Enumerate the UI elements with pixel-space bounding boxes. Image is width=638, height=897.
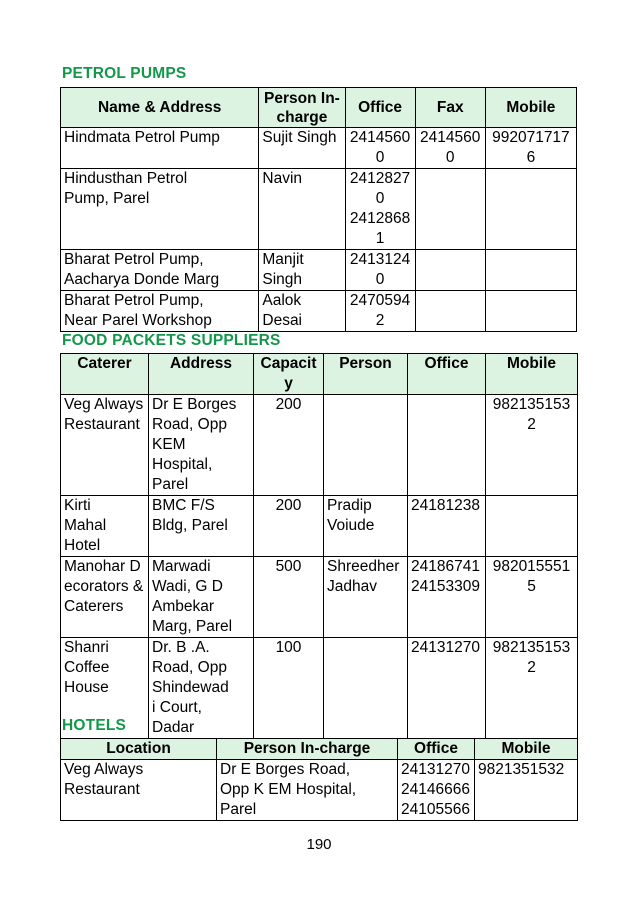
cell-office: 24705942 — [345, 291, 415, 332]
cell-office — [408, 557, 486, 638]
col-header-capacity-text: Capacity — [260, 355, 317, 392]
table-row — [61, 169, 577, 250]
hotels-table — [60, 738, 578, 821]
col-header-office: Office — [398, 739, 475, 760]
cell-address — [149, 638, 254, 739]
cell-person-text: Pradip Voiude — [327, 497, 375, 534]
cell-mobile: 9821351532 — [475, 760, 578, 821]
cell-mobile: 9820155515 — [486, 557, 578, 638]
cell-mobile — [485, 291, 576, 332]
office-number: 24186741 — [411, 558, 480, 575]
petrol-header-row — [61, 88, 577, 128]
cell-address — [149, 496, 254, 557]
cell-fax: 24145600 — [415, 128, 485, 169]
cell-office — [345, 169, 415, 250]
cell-office — [398, 760, 475, 821]
cell-mobile — [485, 250, 576, 291]
cell-address-text: Dr. B .A. Road, Opp Shindewadi Court, Dadar — [152, 639, 229, 736]
cell-office: 24131270 — [408, 638, 486, 739]
col-header-office: Office — [345, 88, 415, 128]
col-header-caterer: Caterer — [61, 354, 149, 395]
cell-office: 24131240 — [345, 250, 415, 291]
office-number: 24153309 — [411, 578, 480, 595]
cell-capacity: 200 — [254, 496, 324, 557]
page-number: 190 — [306, 836, 332, 853]
cell-person-text: Manjit Singh — [262, 251, 304, 288]
cell-person — [324, 638, 408, 739]
cell-name-text: Bharat Petrol Pump, Near Parel Workshop — [64, 292, 212, 329]
cell-mobile: 9821351532 — [486, 395, 578, 496]
cell-mobile: 9821351532 — [486, 638, 578, 739]
col-header-person: Person In-charge — [217, 739, 398, 760]
col-header-name-address: Name & Address — [61, 88, 259, 128]
cell-person: Navin — [259, 169, 345, 250]
table-row — [61, 250, 577, 291]
food-table — [60, 353, 578, 739]
cell-person — [324, 395, 408, 496]
cell-person: Shreedher Jadhav — [324, 557, 408, 638]
cell-name-text: Bharat Petrol Pump, Aacharya Donde Marg — [64, 251, 220, 288]
cell-person: Sujit Singh — [259, 128, 345, 169]
cell-capacity: 500 — [254, 557, 324, 638]
cell-person-text: Dr E Borges Road, Opp K EM Hospital, Parel — [220, 761, 357, 818]
table-row — [61, 291, 577, 332]
cell-name — [61, 169, 259, 250]
col-header-address: Address — [149, 354, 254, 395]
hotels-section-title: HOTELS — [62, 717, 127, 734]
office-number: 24128270 — [349, 170, 411, 207]
cell-office — [408, 395, 486, 496]
cell-mobile — [486, 496, 578, 557]
cell-location — [61, 760, 217, 821]
cell-name: Hindmata Petrol Pump — [61, 128, 259, 169]
cell-address — [149, 557, 254, 638]
cell-caterer: Manohar Decorators & Caterers — [61, 557, 149, 638]
table-row — [61, 638, 578, 739]
col-header-mobile: Mobile — [485, 88, 576, 128]
cell-name — [61, 250, 259, 291]
office-number: 24131270 — [401, 761, 470, 778]
col-header-capacity — [254, 354, 324, 395]
cell-address — [149, 395, 254, 496]
cell-caterer: Veg Always Restaurant — [61, 395, 149, 496]
cell-caterer-text: Kirti Mahal Hotel — [64, 497, 107, 554]
cell-person — [217, 760, 398, 821]
office-number: 24105566 — [401, 801, 470, 818]
cell-address-text: Dr E Borges Road, Opp KEM Hospital, Parel — [152, 396, 237, 493]
cell-address-text: Marwadi Wadi, G D Ambekar Marg, Parel — [152, 558, 233, 635]
cell-capacity: 100 — [254, 638, 324, 739]
cell-address-text: BMC F/S Bldg, Parel — [152, 497, 228, 534]
cell-person — [259, 291, 345, 332]
cell-fax — [415, 291, 485, 332]
cell-person — [324, 496, 408, 557]
cell-name-text: Hindusthan Petrol Pump, Parel — [64, 170, 188, 207]
col-header-person: Person — [324, 354, 408, 395]
food-header-row — [61, 354, 578, 395]
cell-mobile — [485, 169, 576, 250]
cell-office: 24181238 — [408, 496, 486, 557]
col-header-mobile: Mobile — [486, 354, 578, 395]
cell-name — [61, 291, 259, 332]
office-number: 24128681 — [349, 210, 411, 247]
cell-caterer — [61, 496, 149, 557]
table-row — [61, 395, 578, 496]
cell-office: 24145600 — [345, 128, 415, 169]
food-section-title: FOOD PACKETS SUPPLIERS — [62, 332, 281, 349]
cell-caterer-text: Shanri Coffee House — [64, 639, 110, 696]
table-row — [61, 128, 577, 169]
office-number: 24146666 — [401, 781, 470, 798]
col-header-location: Location — [61, 739, 217, 760]
col-header-person: Person In-charge — [259, 88, 345, 128]
table-row — [61, 760, 578, 821]
cell-person — [259, 250, 345, 291]
col-header-mobile: Mobile — [475, 739, 578, 760]
table-row — [61, 557, 578, 638]
petrol-table — [60, 87, 577, 332]
cell-mobile: 9920717176 — [485, 128, 576, 169]
cell-person-text: Aalok Desai — [262, 292, 303, 329]
cell-fax — [415, 250, 485, 291]
hotels-header-row — [61, 739, 578, 760]
col-header-fax: Fax — [415, 88, 485, 128]
cell-capacity: 200 — [254, 395, 324, 496]
petrol-section-title: PETROL PUMPS — [62, 65, 187, 82]
table-row — [61, 496, 578, 557]
cell-location-text: Veg Always Restaurant — [64, 761, 144, 798]
cell-fax — [415, 169, 485, 250]
col-header-office: Office — [408, 354, 486, 395]
